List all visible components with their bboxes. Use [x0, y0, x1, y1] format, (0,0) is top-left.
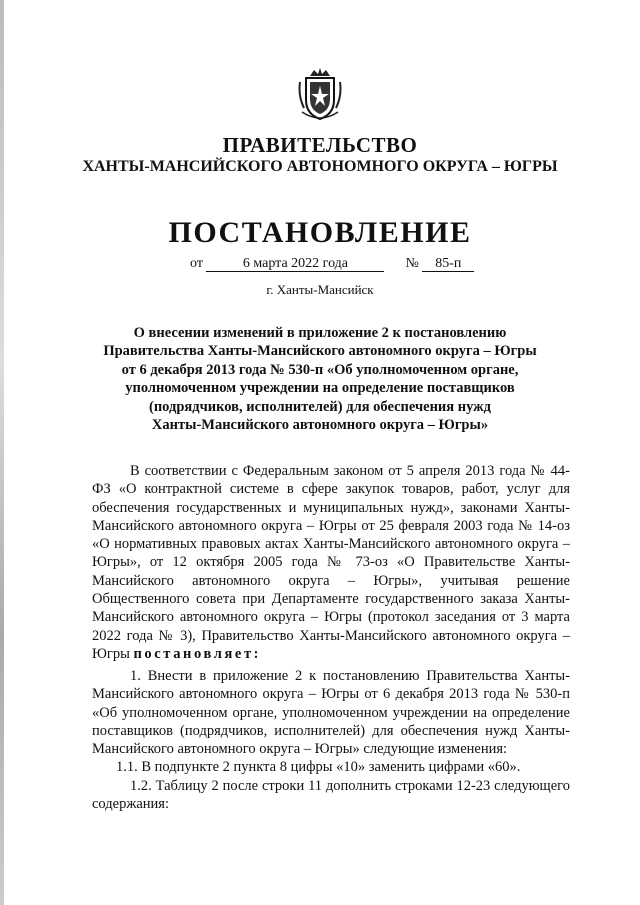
government-title: ПРАВИТЕЛЬСТВО	[222, 133, 418, 157]
date-prefix: от	[190, 256, 203, 271]
clause-1: 1. Внести в приложение 2 к постановлению Правительства Ханты-Мансийского автономного округа – Югры от 6 декабря 2013 года № 530-п «Об уполномоченном органе, уполномоченном учреждении на определение поставщиков (подрядчиков, исполнителей) для обеспечения нужд Ханты-Мансийского автономного округа – Югры» следующие изменения:	[92, 668, 570, 758]
heading-line: Правительства Ханты-Мансийского автономного округа – Югры	[103, 343, 537, 360]
number-prefix: №	[405, 256, 419, 271]
region-title: ХАНТЫ-МАНСИЙСКОГО АВТОНОМНОГО ОКРУГА – ЮГРЫ	[82, 158, 558, 175]
document-heading	[80, 324, 560, 434]
clause-1-2: 1.2. Таблицу 2 после строки 11 дополнить строками 12-23 следующего содержания:	[92, 777, 570, 813]
document-type: ПОСТАНОВЛЕНИЕ	[168, 216, 472, 249]
heading-line: Ханты-Мансийского автономного округа – Югры»	[151, 417, 489, 434]
city: г. Ханты-Мансийск	[266, 282, 374, 297]
clauses-section	[92, 667, 570, 813]
heading-line: от 6 декабря 2013 года № 530-п «Об уполномоченном органе,	[121, 361, 519, 378]
clause-1-1: 1.1. В подпункте 2 пункта 8 цифры «10» заменить цифрами «60».	[116, 759, 521, 776]
date-number-line	[190, 256, 474, 272]
resolves-keyword: постановляет:	[133, 645, 262, 662]
preamble-text: В соответствии с Федеральным законом от 5 апреля 2013 года № 44-ФЗ «О контрактной системе в сфере закупок товаров, работ, услуг для обеспечения государственных и муниципальных нужд», законами Ханты-Мансийского автономного округа – Югры от 25 февраля 2003 года № 14-оз «О нормативных правовых актах Ханты-Мансийского автономного округа – Югры», от 12 октября 2005 года № 73-оз «О Правительстве Ханты-Мансийского автономного округа – Югры», учитывая решение Общественного совета при Департаменте государственного заказа Ханты-Мансийского автономного округа – Югры (протокол заседания от 3 марта 2022 года № 3), Правительство Ханты-Мансийского автономного округа – Югры	[92, 463, 570, 662]
document-date: 6 марта 2022 года	[206, 257, 384, 272]
coat-of-arms-emblem	[298, 66, 342, 122]
heading-line: (подрядчиков, исполнителей) для обеспечения нужд	[148, 398, 492, 415]
heading-line: О внесении изменений в приложение 2 к постановлению	[133, 325, 507, 341]
heading-line: уполномоченном учреждении на определение поставщиков	[125, 380, 515, 397]
preamble-section	[92, 462, 570, 663]
document-number: 85-п	[422, 257, 474, 272]
preamble-paragraph	[92, 462, 570, 663]
